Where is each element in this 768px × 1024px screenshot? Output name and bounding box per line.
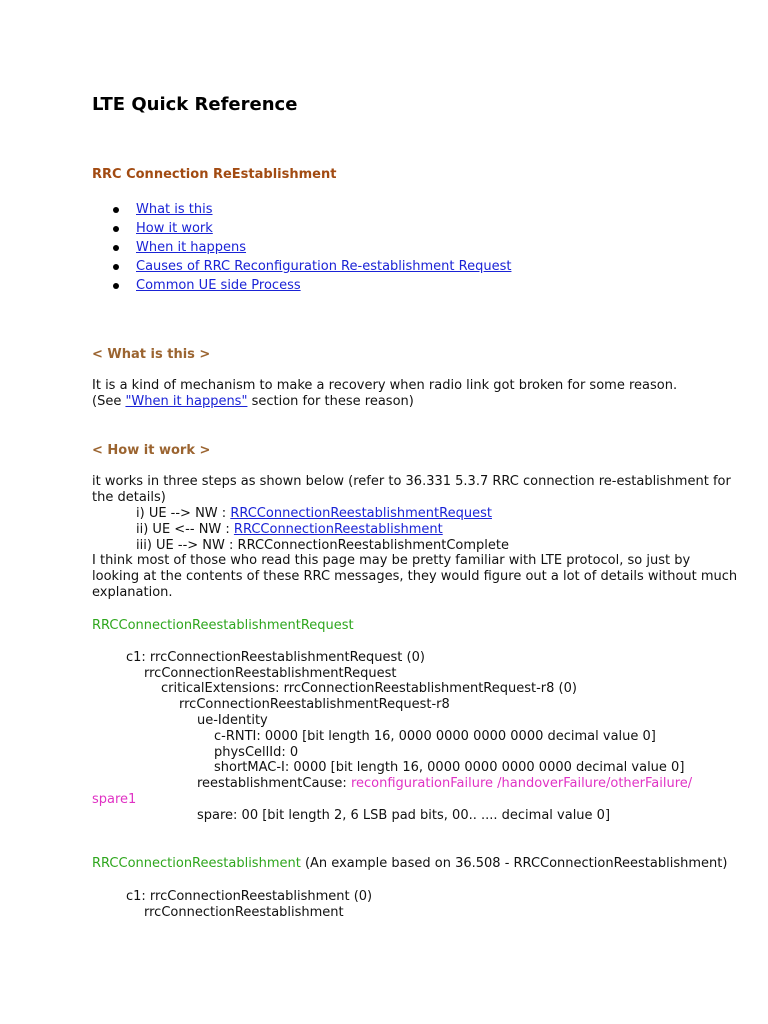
asn-line: ue-Identity	[197, 713, 268, 728]
toc-item	[92, 201, 511, 220]
cause-values-wrap: spare1	[92, 792, 137, 807]
step-1	[136, 506, 492, 522]
how-it-work-intro: it works in three steps as shown below (refer to 36.331 5.3.7 RRC connection re-establishment for	[92, 474, 731, 489]
toc-item	[92, 258, 511, 277]
asn-line: shortMAC-I: 0000 [bit length 16, 0000 0000 0000 0000 decimal value 0]	[214, 760, 685, 775]
cause-values: reconfigurationFailure /handoverFailure/otherFailure/	[350, 776, 693, 791]
request-message-heading: RRCConnectionReestablishmentRequest	[92, 618, 354, 633]
toc-link-causes[interactable]: Causes of RRC Reconfiguration Re-establishment Request	[136, 259, 512, 274]
step-2-prefix: ii) UE <-- NW :	[136, 522, 234, 537]
section-title: RRC Connection ReEstablishment	[92, 167, 337, 182]
toc-item	[92, 239, 511, 258]
how-it-work-note-2: looking at the contents of these RRC messages, they would figure out a lot of details without much	[92, 569, 738, 584]
step-3: iii) UE --> NW : RRCConnectionReestablishmentComplete	[136, 538, 510, 553]
toc-link-what-is-this[interactable]: What is this	[136, 202, 213, 217]
asn-line: c1: rrcConnectionReestablishment (0)	[126, 889, 373, 904]
how-it-work-note-3: explanation.	[92, 585, 173, 600]
what-is-this-text: It is a kind of mechanism to make a recovery when radio link got broken for some reason.	[92, 378, 678, 393]
table-of-contents	[92, 201, 511, 296]
asn-line: rrcConnectionReestablishmentRequest-r8	[179, 697, 450, 712]
asn-line: rrcConnectionReestablishmentRequest	[144, 666, 397, 681]
asn-line: c-RNTI: 0000 [bit length 16, 0000 0000 0000 0000 decimal value 0]	[214, 729, 656, 744]
reestablishment-message-name: RRCConnectionReestablishment	[92, 856, 301, 871]
page-title: LTE Quick Reference	[92, 94, 298, 115]
asn-line-cause	[197, 776, 692, 792]
what-is-this-see-line	[92, 394, 414, 410]
how-it-work-heading: < How it work >	[92, 443, 211, 458]
reestablishment-message-heading	[92, 856, 727, 872]
cause-label: reestablishmentCause:	[197, 776, 351, 791]
toc-link-when-it-happens[interactable]: When it happens	[136, 240, 247, 255]
what-is-this-heading: < What is this >	[92, 347, 211, 362]
step-2	[136, 522, 443, 538]
see-suffix: section for these reason)	[247, 394, 414, 409]
toc-item	[92, 220, 511, 239]
reestablishment-link[interactable]: RRCConnectionReestablishment	[233, 522, 443, 537]
toc-link-how-it-work[interactable]: How it work	[136, 221, 213, 236]
toc-item	[92, 277, 511, 296]
when-it-happens-link[interactable]: "When it happens"	[125, 394, 248, 409]
reestablishment-request-link[interactable]: RRCConnectionReestablishmentRequest	[230, 506, 492, 521]
how-it-work-note-1: I think most of those who read this page may be pretty familiar with LTE protocol, so just by	[92, 553, 691, 568]
asn-line: rrcConnectionReestablishment	[144, 905, 344, 920]
asn-line: c1: rrcConnectionReestablishmentRequest (0)	[126, 650, 425, 665]
how-it-work-intro-cont: the details)	[92, 490, 166, 505]
toc-link-common-ue-process[interactable]: Common UE side Process	[136, 278, 301, 293]
see-prefix: (See	[92, 394, 126, 409]
asn-line: criticalExtensions: rrcConnectionReestablishmentRequest-r8 (0)	[161, 681, 577, 696]
reestablishment-message-note: (An example based on 36.508 - RRCConnectionReestablishment)	[300, 856, 728, 871]
asn-line: physCellId: 0	[214, 745, 299, 760]
asn-line: spare: 00 [bit length 2, 6 LSB pad bits, 00.. .... decimal value 0]	[197, 808, 611, 823]
step-1-prefix: i) UE --> NW :	[136, 506, 231, 521]
